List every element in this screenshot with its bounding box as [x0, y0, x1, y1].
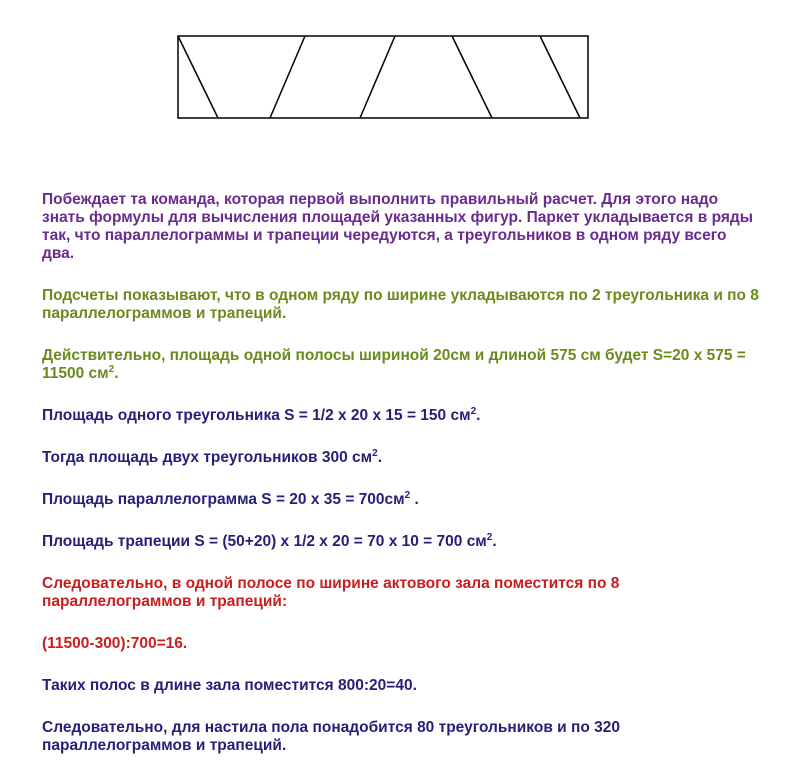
triangle-area-sup: 2: [470, 405, 477, 417]
conclusion-width-paragraph: [42, 557, 762, 611]
cut-line-5: [540, 36, 580, 118]
intro-paragraph: [42, 173, 762, 263]
parallelogram-area-sup: 2: [404, 489, 411, 501]
row-count-paragraph: [42, 269, 762, 323]
parallelogram-area-paragraph: [42, 473, 762, 509]
strip-area-text: Действительно, площадь одной полосы шириной 20см и длиной 575 см будет S=20 х 575 = 11500 см: [42, 347, 746, 382]
strip-count-text: Таких полос в длине зала поместится 800:20=40.: [42, 677, 417, 694]
calculation-paragraph: [42, 617, 762, 653]
strip-area-paragraph: [42, 329, 762, 383]
two-triangles-text: Тогда площадь двух треугольников 300 см: [42, 449, 373, 466]
two-triangles-paragraph: [42, 431, 762, 467]
final-conclusion-text: Следовательно, для настила пола понадобится 80 треугольников и по 320 параллелограммов и трапеций.: [42, 719, 620, 754]
trapezoid-area-text: Площадь трапеции S = (50+20) х 1/2 х 20 = 70 х 10 = 700 см: [42, 533, 487, 550]
triangle-area-end: .: [476, 407, 481, 424]
calculation-text: (11500-300):700=16.: [42, 635, 188, 652]
solution-text: [42, 173, 762, 761]
trapezoid-area-end: .: [492, 533, 497, 550]
intro-text: Побеждает та команда, которая первой выполнить правильный расчет. Для этого надо знать формулы для вычисления площадей указанных фигур. Паркет укладывается в ряды так, что параллелограммы и трапеции чередуются, а треугольников в одном ряду всего два.: [42, 191, 753, 262]
strip-area-end: .: [114, 365, 119, 382]
parallelogram-area-end: .: [410, 491, 419, 508]
final-conclusion-paragraph: [42, 701, 762, 755]
conclusion-width-text: Следовательно, в одной полосе по ширине актового зала поместится по 8 параллелограммов и трапеций:: [42, 575, 620, 610]
cut-line-3: [360, 36, 395, 118]
trapezoid-area-sup: 2: [486, 531, 493, 543]
parquet-strip-diagram: [170, 28, 600, 128]
cut-line-1: [178, 36, 218, 118]
trapezoid-area-paragraph: [42, 515, 762, 551]
strip-area-sup: 2: [108, 363, 115, 375]
parallelogram-area-text: Площадь параллелограмма S = 20 х 35 = 700см: [42, 491, 405, 508]
triangle-area-text: Площадь одного треугольника S = 1/2 х 20 х 15 = 150 см: [42, 407, 471, 424]
cut-line-4: [452, 36, 492, 118]
two-triangles-end: .: [377, 449, 383, 466]
strip-outline: [178, 36, 588, 118]
row-count-text: Подсчеты показывают, что в одном ряду по ширине укладываются по 2 треугольника и по 8 параллелограммов и трапеций.: [42, 287, 759, 322]
strip-count-paragraph: [42, 659, 762, 695]
triangle-area-paragraph: [42, 389, 762, 425]
two-triangles-sup: 2: [372, 447, 378, 459]
cut-line-2: [270, 36, 305, 118]
